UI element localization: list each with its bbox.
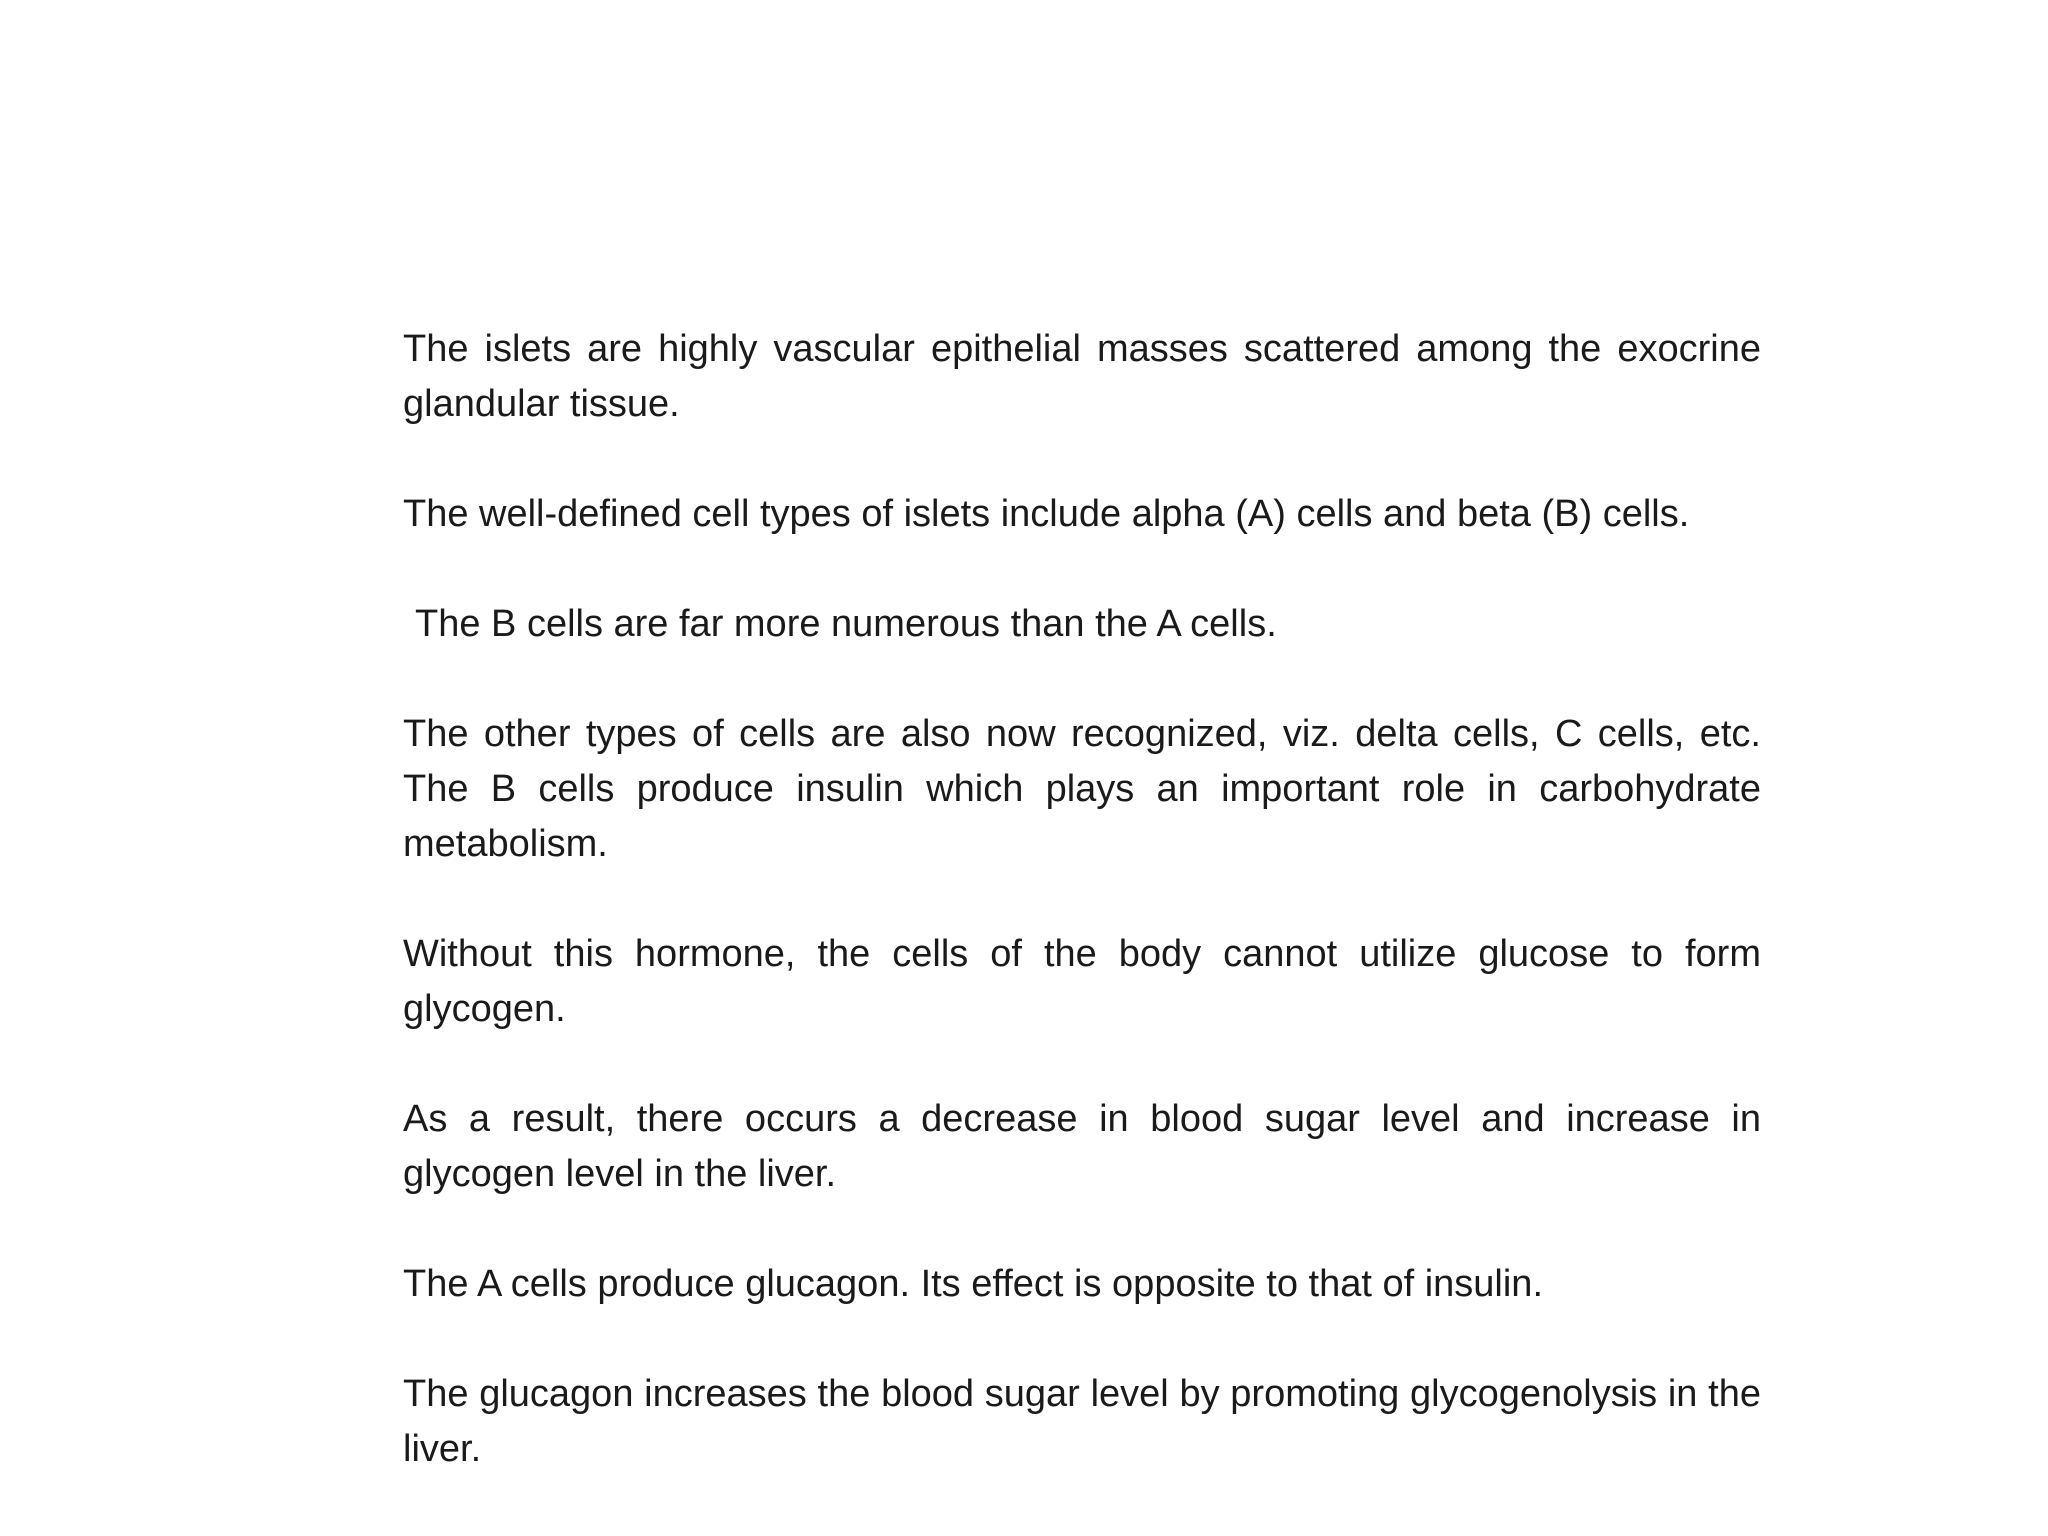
paragraph-2: The well-defined cell types of islets include alpha (A) cells and beta (B) cells. [403, 493, 1690, 535]
paragraph-8: The glucagon increases the blood sugar level by promoting glycogenolysis in the liver. [403, 1373, 1761, 1470]
paragraph-1: The islets are highly vascular epithelial masses scattered among the exocrine glandular tissue. [403, 328, 1761, 425]
paragraph-6: As a result, there occurs a decrease in blood sugar level and increase in glycogen level in the liver. [403, 1098, 1761, 1195]
paragraph-7: The A cells produce glucagon. Its effect is opposite to that of insulin. [403, 1263, 1543, 1305]
document-page [403, 322, 1761, 1477]
paragraph-4: The other types of cells are also now recognized, viz. delta cells, C cells, etc. The B cells produce insulin which plays an important role in carbohydrate metabolism. [403, 713, 1761, 865]
paragraph-5: Without this hormone, the cells of the body cannot utilize glucose to form glycogen. [403, 933, 1761, 1030]
paragraph-3: The B cells are far more numerous than the A cells. [415, 603, 1277, 645]
